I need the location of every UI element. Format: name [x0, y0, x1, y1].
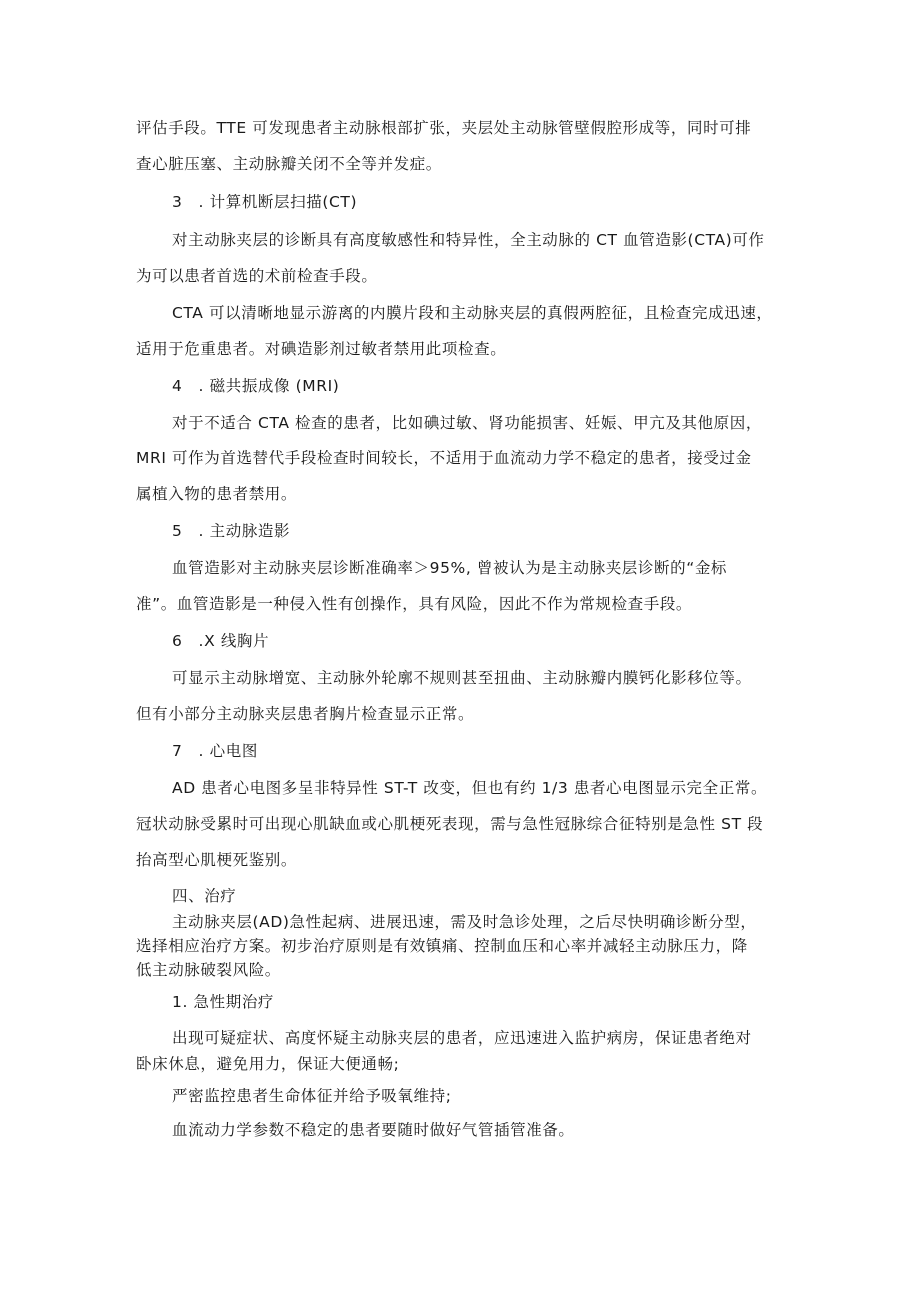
paragraph-line: 血流动力学参数不稳定的患者要随时做好气管插管准备。	[172, 1121, 575, 1139]
section-heading-xray: 6 .X 线胸片	[172, 632, 270, 650]
section-heading-acute: 1. 急性期治疗	[172, 993, 275, 1011]
paragraph-line: 对主动脉夹层的诊断具有高度敏感性和特异性，全主动脉的 CT 血管造影(CTA)可作	[172, 231, 765, 249]
paragraph-line: 出现可疑症状、高度怀疑主动脉夹层的患者，应迅速进入监护病房，保证患者绝对	[172, 1029, 752, 1047]
paragraph-line: MRI 可作为首选替代手段检查时间较长，不适用于血流动力学不稳定的患者，接受过金	[136, 449, 752, 467]
section-heading-ct: 3 . 计算机断层扫描(CT)	[172, 193, 358, 211]
paragraph-line: 选择相应治疗方案。初步治疗原则是有效镇痛、控制血压和心率并减轻主动脉压力，降	[136, 937, 748, 955]
section-heading-treatment: 四、治疗	[172, 887, 237, 905]
paragraph-line: 可显示主动脉增宽、主动脉外轮廓不规则甚至扭曲、主动脉瓣内膜钙化影移位等。	[172, 669, 752, 687]
paragraph-line: 低主动脉破裂风险。	[136, 961, 281, 979]
paragraph-line: 为可以患者首选的术前检查手段。	[136, 267, 378, 285]
paragraph-line: 冠状动脉受累时可出现心肌缺血或心肌梗死表现，需与急性冠脉综合征特别是急性 ST 段	[136, 815, 764, 833]
section-heading-ecg: 7 . 心电图	[172, 742, 258, 760]
paragraph-line: 评估手段。TTE 可发现患者主动脉根部扩张，夹层处主动脉管壁假腔形成等，同时可排	[136, 119, 752, 137]
paragraph-line: 主动脉夹层(AD)急性起病、进展迅速，需及时急诊处理，之后尽快明确诊断分型，	[172, 913, 757, 931]
paragraph-line: 卧床休息，避免用力，保证大便通畅;	[136, 1055, 400, 1073]
paragraph-line: 准”。血管造影是一种侵入性有创操作，具有风险，因此不作为常规检查手段。	[136, 595, 693, 613]
paragraph-line: 但有小部分主动脉夹层患者胸片检查显示正常。	[136, 705, 475, 723]
section-heading-angiography: 5 . 主动脉造影	[172, 522, 291, 540]
paragraph-line: 血管造影对主动脉夹层诊断准确率＞95%, 曾被认为是主动脉夹层诊断的“金标	[172, 559, 728, 577]
section-heading-mri: 4 . 磁共振成像 (MRI)	[172, 377, 340, 395]
paragraph-line: 属植入物的患者禁用。	[136, 485, 298, 503]
paragraph-line: AD 患者心电图多呈非特异性 ST-T 改变，但也有约 1/3 患者心电图显示完全正常。	[172, 779, 768, 797]
paragraph-line: 适用于危重患者。对碘造影剂过敏者禁用此项检查。	[136, 340, 507, 358]
paragraph-line: 查心脏压塞、主动脉瓣关闭不全等并发症。	[136, 155, 442, 173]
paragraph-line: 严密监控患者生命体征并给予吸氧维持;	[172, 1087, 452, 1105]
paragraph-line: 对于不适合 CTA 检查的患者，比如碘过敏、肾功能损害、妊娠、甲亢及其他原因，	[172, 414, 762, 432]
paragraph-line: CTA 可以清晰地显示游离的内膜片段和主动脉夹层的真假两腔征，且检查完成迅速，	[172, 304, 773, 322]
paragraph-line: 抬高型心肌梗死鉴别。	[136, 851, 298, 869]
